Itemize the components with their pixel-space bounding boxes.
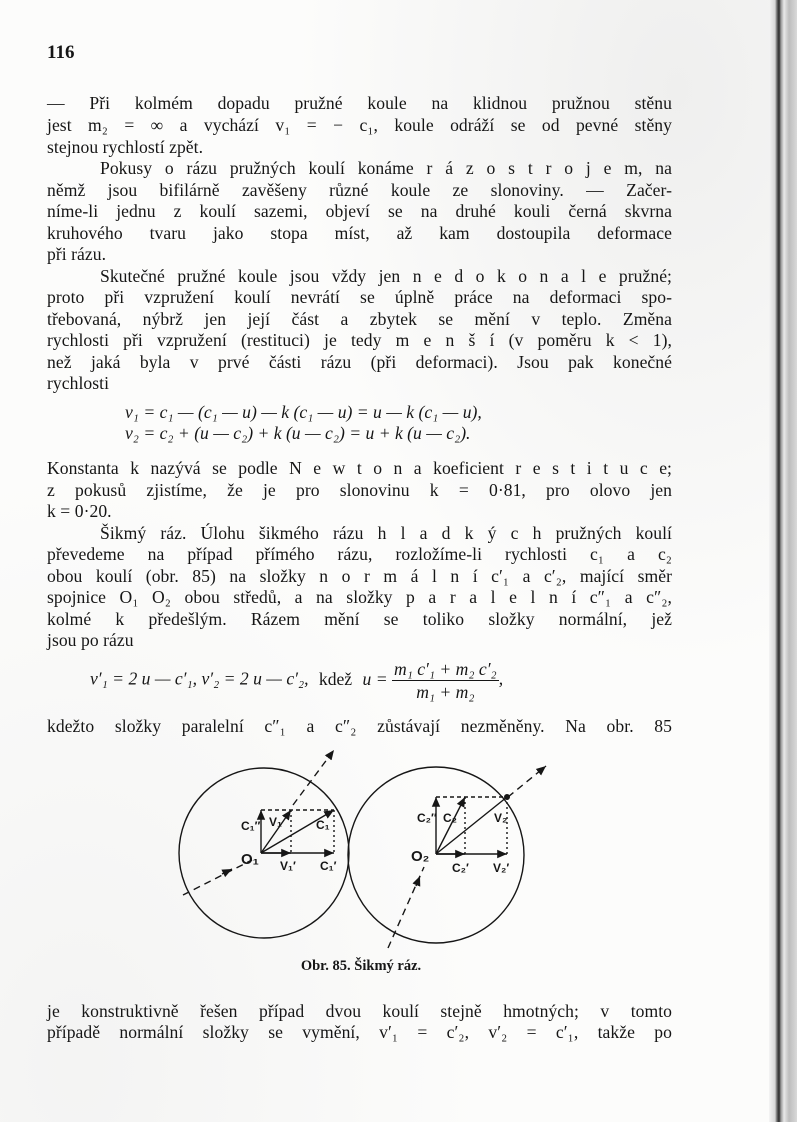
- text-line: z pokusů zjistíme, že je pro slonovinu k = 0·81, pro olovo jen: [47, 480, 672, 500]
- text-line: kolmé k předešlým. Rázem mění se toliko složky normální, jež: [47, 609, 672, 629]
- equation-comma: ,: [498, 668, 504, 689]
- equation-u: u =: [362, 668, 388, 689]
- fraction-numerator: m₁ c′₁ + m₂ c′₂: [394, 659, 497, 679]
- text-line: k = 0·20.: [47, 501, 112, 521]
- equation-kdez: kdež: [318, 668, 353, 689]
- label-c1: C₁: [316, 818, 330, 832]
- text-line: rychlosti při vzpružení (restituci) je tedy m e n š í (v poměru k < 1),: [47, 330, 672, 350]
- figure-caption: Obr. 85. Šikmý ráz.: [300, 958, 422, 974]
- text-line: jsou po rázu: [47, 630, 134, 650]
- text-line: Skutečné pružné koule jsou vždy jen n e d o k o n a l e pružné;: [100, 266, 672, 286]
- text-line: případě normální složky se vymění, v′₁ = c′₂, v′₂ = c′₁, takže po: [47, 1022, 672, 1042]
- ball-2-circle: [348, 767, 524, 943]
- text-line: než jaká byla v prvé části rázu (při deformaci). Jsou pak konečné: [47, 352, 672, 372]
- text-line: Konstanta k nazývá se podle N e w t o n a koeficient r e s t i t u c e;: [47, 458, 672, 478]
- text-line: proto při vzpružení koulí nevrátí se úplně práce na deformaci spo-: [47, 287, 672, 307]
- label-O1: O₁: [241, 851, 259, 868]
- label-c1p: C₁′: [320, 859, 337, 873]
- equation-normal-velocities: [90, 658, 503, 703]
- label-c1pp: C₁″: [241, 819, 261, 833]
- label-v2p: V₂′: [493, 861, 510, 875]
- text-line: stejnou rychlostí zpět.: [47, 137, 204, 157]
- text-line: — Při kolmém dopadu pružné koule na klidnou pružnou stěnu: [47, 93, 672, 113]
- fraction: [392, 658, 499, 703]
- text-line: kdežto složky paralelní c″₁ a c″₂ zůstávají nezměněny. Na obr. 85: [47, 716, 672, 736]
- book-binding-edge: [769, 0, 797, 1122]
- label-c2pp: C₂″: [417, 811, 437, 825]
- page-number: 116: [47, 42, 75, 63]
- label-v1p: V₁′: [280, 859, 296, 873]
- label-O2: O₂: [411, 848, 430, 865]
- text-line: kruhového tvaru jako stopa míst, až kam dostoupila deformace: [47, 223, 672, 243]
- text-line: obou koulí (obr. 85) na složky n o r m á l n í c′₁ a c′₂, mající směr: [47, 566, 672, 586]
- fraction-denominator: m₁ + m₂: [416, 682, 475, 702]
- figure-oblique-collision: [170, 735, 570, 955]
- equation-v2: v₂ = c₂ + (u — c₂) + k (u — c₂) = u + k (u — c₂).: [125, 423, 471, 443]
- equation-v-primes: v′₁ = 2 u — c′₁, v′₂ = 2 u — c′₂,: [90, 668, 309, 689]
- text-line: rychlosti: [47, 373, 110, 393]
- equation-v1: v₁ = c₁ — (c₁ — u) — k (c₁ — u) = u — k (c₁ — u),: [125, 402, 482, 422]
- text-line: Pokusy o rázu pružných koulí konáme r á z o s t r o j e m, na: [100, 158, 672, 178]
- contact-point-dot: [504, 794, 510, 800]
- label-v2: V₂: [494, 811, 508, 825]
- text-line: Šikmý ráz. Úlohu šikmého rázu h l a d k ý c h pružných koulí: [100, 523, 672, 543]
- text-line: převedeme na případ přímého rázu, rozložíme-li rychlosti c₁ a c₂: [47, 544, 672, 564]
- text-line: třebovaná, nýbrž jen její část a zbytek se mění v teplo. Změna: [47, 309, 672, 329]
- text-line: je konstruktivně řešen případ dvou koulí stejně hmotných; v tomto: [47, 1001, 672, 1021]
- text-line: němž jsou bifilárně zavěšeny různé koule ze slonoviny. — Začer-: [47, 180, 672, 200]
- text-line: jest m₂ = ∞ a vychází v₁ = − c₁, koule odráží se od pevné stěny: [47, 115, 672, 135]
- text-line: při rázu.: [47, 244, 107, 264]
- text-line: níme-li jednu z koulí sazemi, objeví se na druhé kouli černá skvrna: [47, 201, 672, 221]
- label-c2p: C₂′: [452, 861, 469, 875]
- text-line: spojnice O₁ O₂ obou středů, a na složky p a r a l e l n í c″₁ a c″₂,: [47, 587, 672, 607]
- label-c2: C₂: [443, 811, 457, 825]
- label-v1: V₁: [269, 815, 282, 829]
